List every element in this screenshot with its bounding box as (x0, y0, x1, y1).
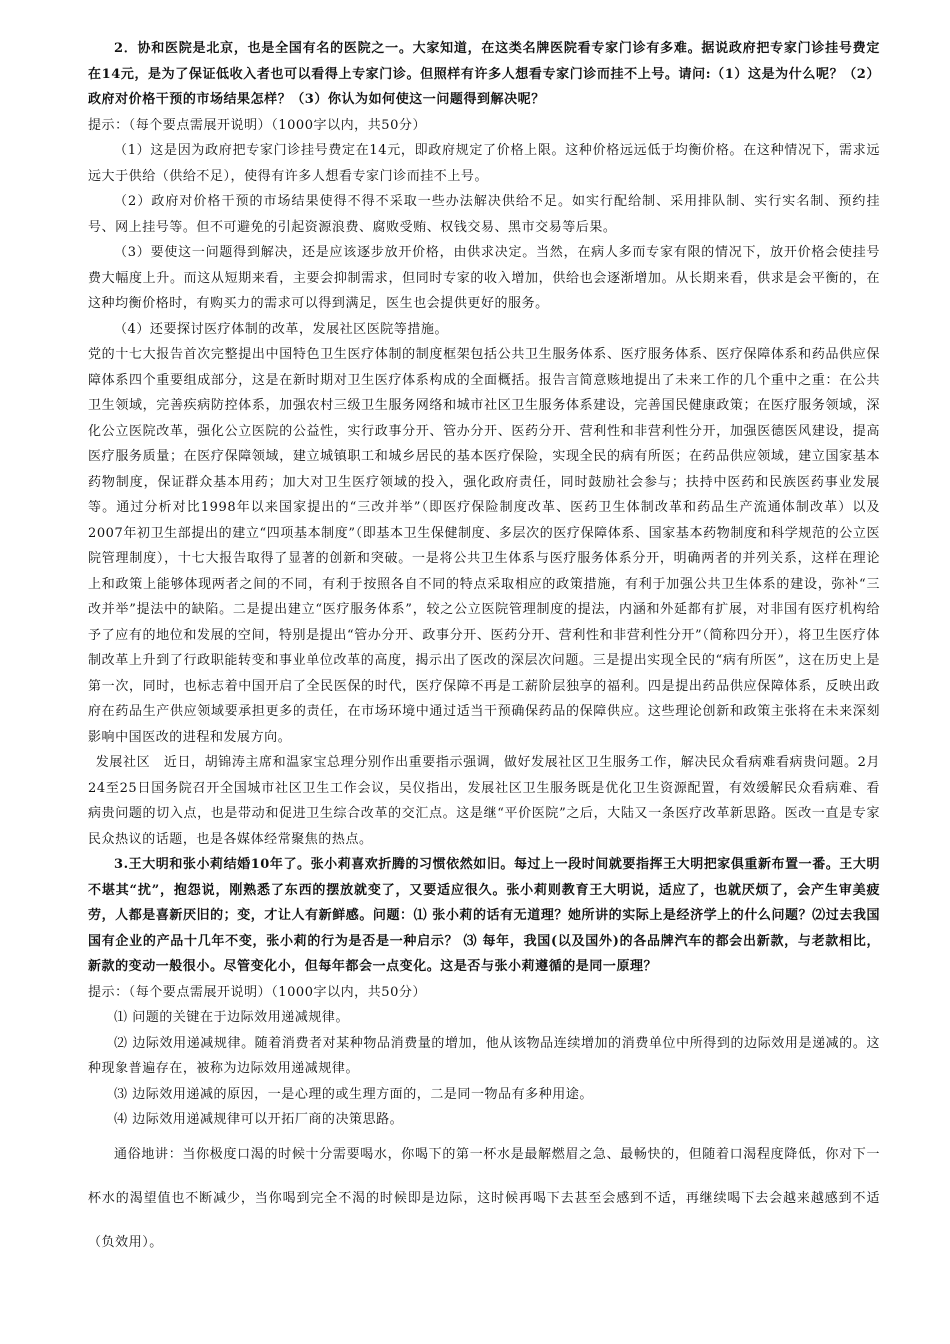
plain-explanation: 通俗地讲：当你极度口渴的时候十分需要喝水，你喝下的第一杯水是最解燃眉之急、最畅快的，但随着口渴程度降低，你对下一杯水的渴望值也不断减少，当你喝到完全不渴的时候即是边际，这时候再喝下去甚至会感到不适，再继续喝下去会越来越感到不适（负效用）。 (88, 1146, 880, 1250)
document-page (88, 36, 880, 1265)
report-paragraph: 党的十七大报告首次完整提出中国特色卫生医疗体制的制度框架包括公共卫生服务体系、医疗服务体系、医疗保障体系和药品供应保障体系四个重要组成部分，这是在新时期对卫生医疗体系构成的全面概括。报告言简意赅地提出了未来工作的几个重中之重：在公共卫生领域，完善疾病防控体系，加强农村三级卫生服务网络和城市社区卫生服务体系建设，完善国民健康政策；在医疗服务领域，深化公立医院改革，强化公立医院的公益性，实行政事分开、管办分开、医药分开、营利性和非营利性分开，加强医德医风建设，提高医疗服务质量；在医疗保障领域，建立城镇职工和城乡居民的基本医疗保险，实现全民的病有所医；在药品供应领域，建立国家基本药物制度，保证群众基本用药；加大对卫生医疗领域的投入，强化政府责任，同时鼓励社会参与；扶持中医药和民族医药事业发展等。通过分析对比1998年以来国家提出的“三改并举”（即医疗保险制度改革、医药卫生体制改革和药品生产流通体制改革）以及2007年初卫生部提出的建立“四项基本制度”（即基本卫生保健制度、多层次的医疗保障体系、国家基本药物制度和科学规范的公立医院管理制度），十七大报告取得了显著的创新和突破。一是将公共卫生体系与医疗服务体系分开，明确两者的并列关系，这样在理论上和政策上能够体现两者之间的不同，有利于按照各自不同的特点采取相应的政策措施，有利于加强公共卫生体系的建设，弥补“三改并举”提法中的缺陷。二是提出建立“医疗服务体系”，较之公立医院管理制度的提法，内涵和外延都有扩展，对非国有医疗机构给予了应有的地位和发展的空间，特别是提出“管办分开、政事分开、医药分开、营利性和非营利性分开”（简称四分开），将卫生医疗体制改革上升到了行政职能转变和事业单位改革的高度，揭示出了医改的深层次问题。三是提出实现全民的“病有所医”，这在历史上是第一次，同时，也标志着中国开启了全民医保的时代，医疗保障不再是工薪阶层独享的福利。四是提出药品供应保障体系，反映出政府在药品生产供应领域要承担更多的责任，在市场环境中通过适当干预确保药品的保障供应。这些理论创新和政策主张将在未来深刻影响中国医改的进程和发展方向。 (88, 347, 880, 745)
question-3-answer-3: ⑶ 边际效用递减的原因，一是心理的或生理方面的，二是同一物品有多种用途。 (114, 1086, 593, 1102)
question-3-hint: 提示：（每个要点需展开说明）（1000字以内，共50分） (88, 984, 427, 1000)
question-2-answer-4: （4）还要探讨医疗体制的改革，发展社区医院等措施。 (114, 321, 449, 337)
question-3-answer-4: ⑷ 边际效用递减规律可以开拓厂商的决策思路。 (114, 1112, 404, 1127)
question-3-answer-2: ⑵ 边际效用递减规律。随着消费者对某种物品消费量的增加，他从该物品连续增加的消费单位中所得到的边际效用是递减的。这种现象普遍存在，被称为边际效用递减规律。 (88, 1035, 880, 1076)
question-2-answer-2: （2）政府对价格干预的市场结果使得不得不采取一些办法解决供给不足。如实行配给制、采用排队制、实行实名制、预约挂号、网上挂号等。但不可避免的引起资源浪费、腐败受贿、权钱交易、黑市交易等后果。 (88, 194, 880, 235)
question-3-answer-1: ⑴ 问题的关键在于边际效用递减规律。 (114, 1010, 350, 1025)
community-paragraph: 发展社区 近日，胡锦涛主席和温家宝总理分别作出重要指示强调，做好发展社区卫生服务工作，解决民众看病难看病贵问题。2月24至25日国务院召开全国城市社区卫生工作会议，吴仪指出，发展社区卫生服务既是优化卫生资源配置，有效缓解民众看病难、看病贵问题的切入点，也是带动和促进卫生综合改革的交汇点。这是继“平价医院”之后，大陆又一条医疗改革新思路。医改一直是专家民众热议的话题，也是各媒体经常聚焦的热点。 (88, 755, 880, 847)
question-2: 2．协和医院是北京，也是全国有名的医院之一。大家知道，在这类名牌医院看专家门诊有多难。据说政府把专家门诊挂号费定在14元，是为了保证低收入者也可以看得上专家门诊。但照样有许多人想看专家门诊而挂不上号。请问:（1）这是为什么呢？（2）政府对价格干预的市场结果怎样？（3）你认为如何使这一问题得到解决呢？ (88, 41, 880, 107)
question-3: 3.王大明和张小莉结婚10年了。张小莉喜欢折腾的习惯依然如旧。每过上一段时间就要指挥王大明把家俱重新布置一番。王大明不堪其“扰”，抱怨说，刚熟悉了东西的摆放就变了，又要适应很久。张小莉则教育王大明说，适应了，也就厌烦了，会产生审美疲劳，人都是喜新厌旧的；变，才让人有新鲜感。问题：⑴ 张小莉的话有无道理？她所讲的实际上是经济学上的什么问题？⑵过去我国国有企业的产品十几年不变，张小莉的行为是否是一种启示？ ⑶ 每年，我国(以及国外)的各品牌汽车的都会出新款，与老款相比，新款的变动一般很小。尽管变化小，但每年都会一点变化。这是否与张小莉遵循的是同一原理？ (88, 857, 880, 974)
question-2-answer-1: （1）这是因为政府把专家门诊挂号费定在14元，即政府规定了价格上限。这种价格远远低于均衡价格。在这种情况下，需求远远大于供给（供给不足），使得有许多人想看专家门诊而挂不上号。 (88, 143, 880, 184)
question-2-hint: 提示：（每个要点需展开说明）（1000字以内，共50分） (88, 117, 427, 133)
question-2-answer-3: （3）要使这一问题得到解决，还是应该逐步放开价格，由供求决定。当然，在病人多而专家有限的情况下，放开价格会使挂号费大幅度上升。而这从短期来看，主要会抑制需求，但同时专家的收入增加，供给也会逐渐增加。从长期来看，供求是会平衡的，在这种均衡价格时，有购买力的需求可以得到满足，医生也会提供更好的服务。 (88, 245, 880, 311)
